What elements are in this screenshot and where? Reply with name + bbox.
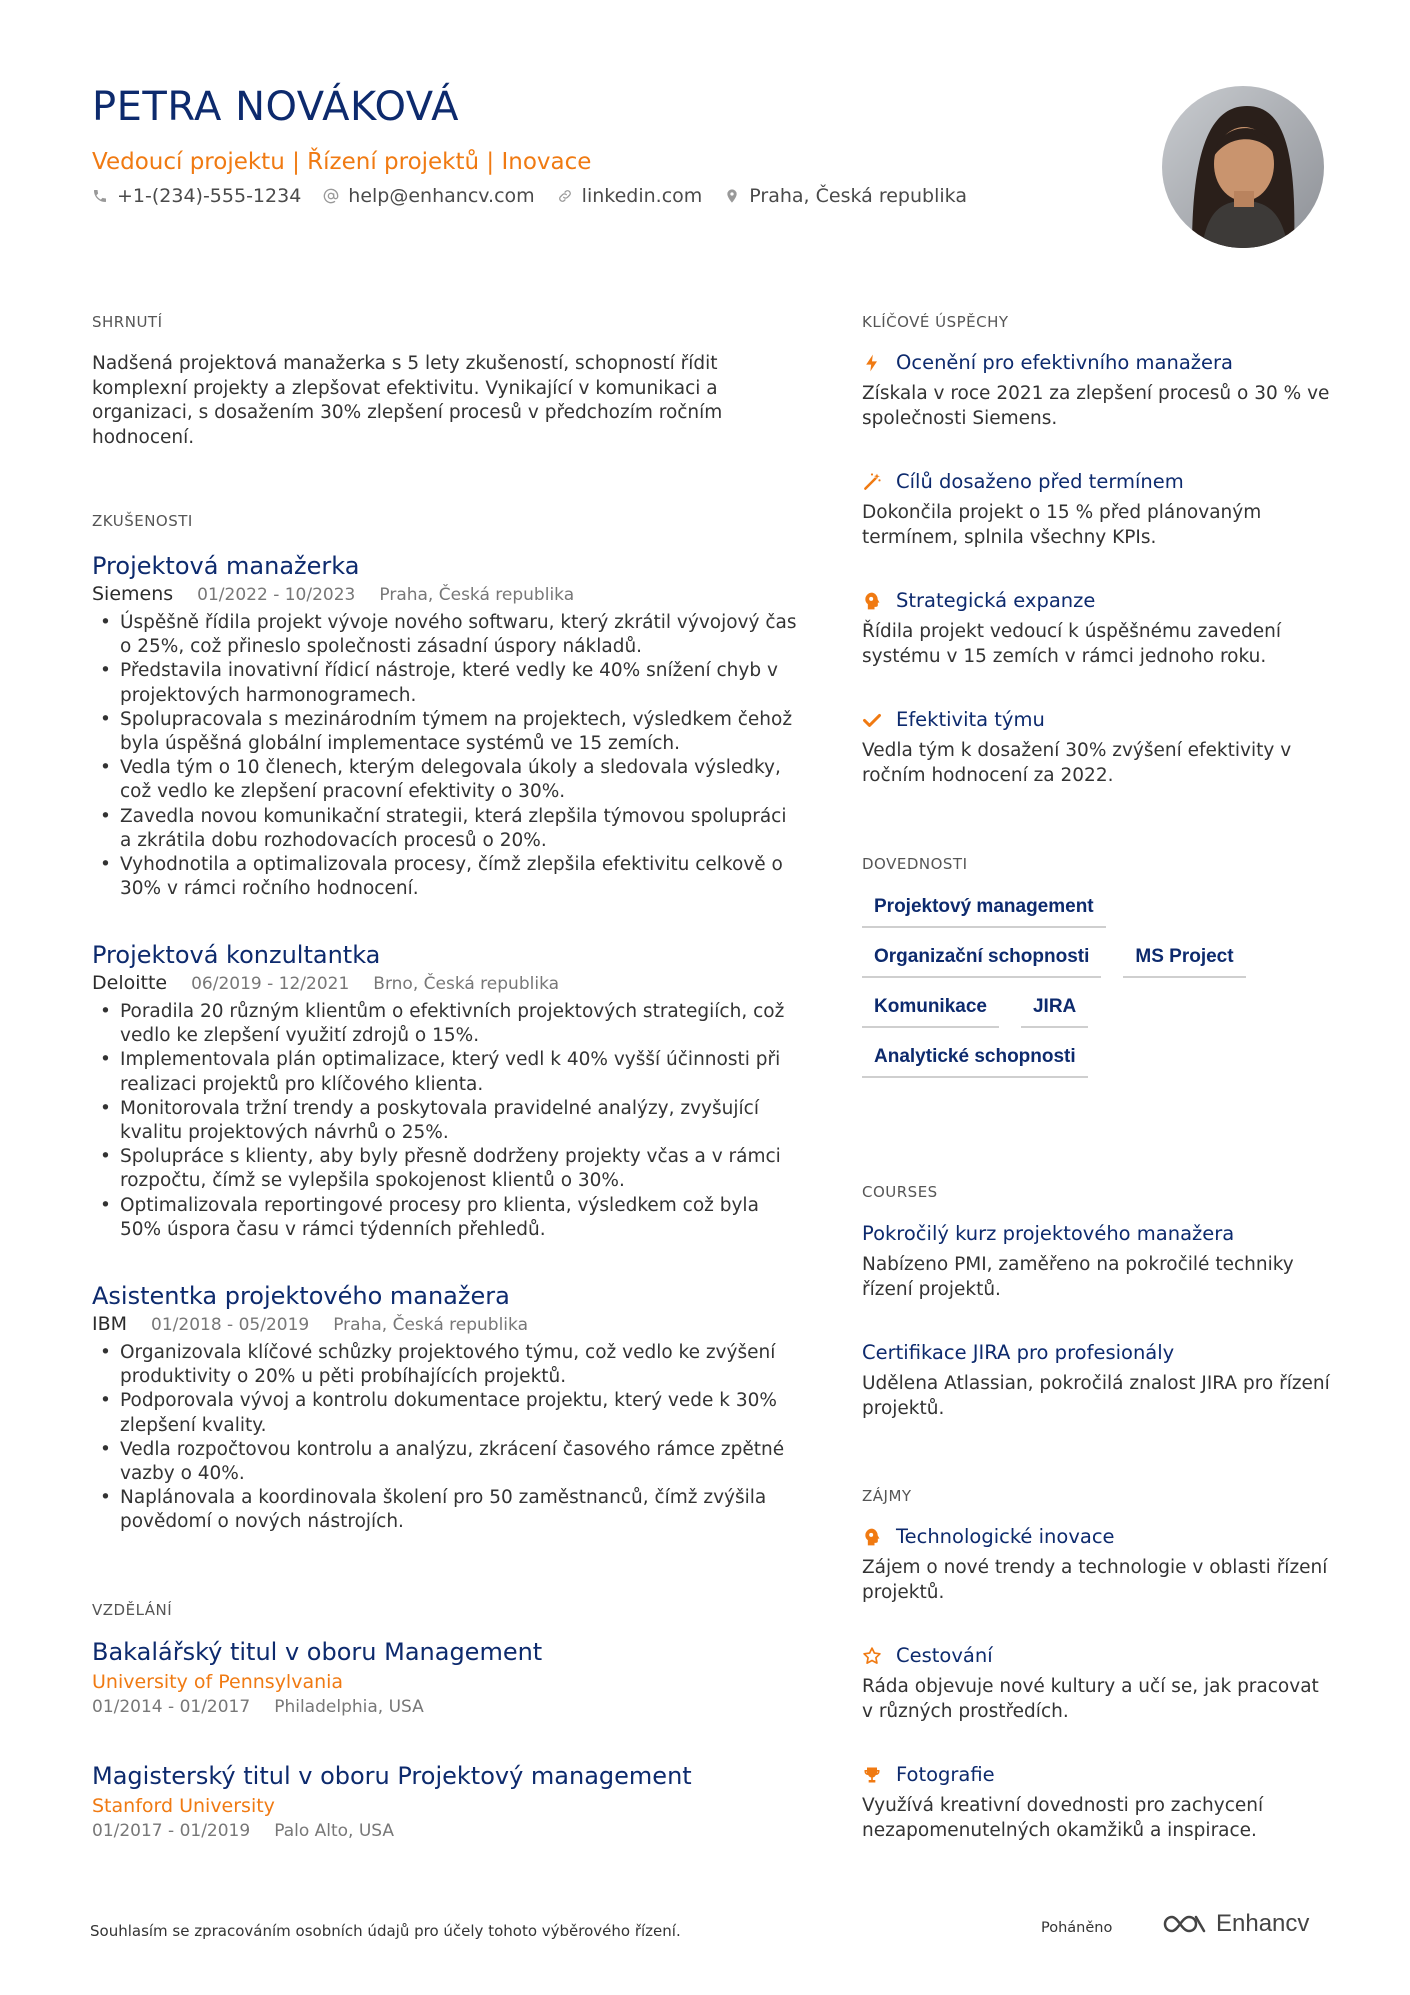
achievement-desc: Dokončila projekt o 15 % před plánovaným termínem, splnila všechny KPIs. [862, 502, 1262, 548]
email-text[interactable]: help@enhancv.com [348, 185, 535, 207]
job-title: Asistentka projektového manažera [92, 1282, 510, 1310]
brand-name: Enhancv [1216, 1910, 1310, 1937]
achievement-title: Efektivita týmu [896, 708, 1045, 731]
achievement-desc: Získala v roce 2021 za zlepšení procesů o 30 % ve společnosti Siemens. [862, 383, 1330, 429]
skill-tag: Organizační schopnosti [862, 946, 1101, 978]
course-title: Pokročilý kurz projektového manažera [862, 1222, 1235, 1245]
star-icon [862, 1646, 882, 1666]
interest-desc: Ráda objevuje nové kultury a učí se, jak pracovat v různých prostředích. [862, 1676, 1319, 1722]
achievement-title: Ocenění pro efektivního manažera [896, 351, 1233, 374]
bullet-item: • Organizovala klíčové schůzky projektového týmu, což vedlo ke zvýšení produktivity o 20% u pěti probíhajících projektů. [92, 1341, 797, 1389]
bolt-icon [862, 353, 882, 373]
company-name: Siemens [92, 583, 174, 605]
edu-location: Palo Alto, USA [274, 1821, 395, 1841]
bullet-item: • Naplánovala a koordinovala školení pro 50 zaměstnanců, čímž zvýšila povědomí o nových nástrojích. [92, 1486, 797, 1534]
job-location: Brno, Česká republika [373, 974, 560, 994]
course-title: Certifikace JIRA pro profesionály [862, 1341, 1175, 1364]
achievement-item [862, 708, 1332, 788]
job-dates: 06/2019 - 12/2021 [191, 974, 350, 994]
job-location: Praha, Česká republika [333, 1315, 528, 1335]
contact-email[interactable] [323, 185, 534, 207]
achievement-title: Strategická expanze [896, 589, 1096, 612]
brand-logo[interactable] [1162, 1910, 1309, 1938]
job-bullets [92, 611, 797, 901]
bullet-item: • Vedla rozpočtovou kontrolu a analýzu, zkrácení časového rámce zpětné vazby o 40%. [92, 1438, 797, 1486]
achievement-desc: Řídila projekt vedoucí k úspěšnému zavedení systému v 15 zemích v rámci jednoho roku. [862, 621, 1281, 667]
course-item [862, 1341, 1332, 1421]
courses-section-title: COURSES [862, 1183, 938, 1201]
job-entry [92, 551, 797, 901]
job-bullets [92, 1341, 792, 1535]
contact-bar [92, 185, 967, 207]
location-pin-icon [724, 188, 740, 204]
edu-dates: 01/2014 - 01/2017 [92, 1697, 251, 1717]
bullet-item: • Spolupracovala s mezinárodním týmem na projektech, výsledkem čehož byla úspěšná globální implementace systémů ve 15 zemích. [92, 708, 797, 756]
interest-item [862, 1525, 1332, 1605]
job-bullets [92, 1000, 792, 1242]
achievement-desc: Vedla tým k dosažení 30% zvýšení efektivity v ročním hodnocení za 2022. [862, 740, 1292, 786]
bullet-item: • Optimalizovala reportingové procesy pro klienta, výsledkem což byla 50% úspora času v rámci týdenních přehledů. [92, 1194, 797, 1242]
linkedin-text[interactable]: linkedin.com [581, 185, 703, 207]
job-dates: 01/2018 - 05/2019 [151, 1315, 310, 1335]
phone-text: +1-(234)-555-1234 [117, 185, 302, 207]
interest-item [862, 1763, 1332, 1843]
job-location: Praha, Česká republika [379, 585, 575, 605]
interest-desc: Využívá kreativní dovednosti pro zachycení nezapomenutelných okamžiků a inspirace. [862, 1795, 1264, 1841]
bullet-item: • Podporovala vývoj a kontrolu dokumentace projektu, který vede k 30% zlepšení kvality. [92, 1389, 797, 1437]
location-text: Praha, Česká republika [749, 185, 967, 207]
candidate-name: PETRA NOVÁKOVÁ [92, 84, 459, 130]
skill-tag: Analytické schopnosti [862, 1046, 1088, 1078]
bullet-item: • Monitorovala tržní trendy a poskytovala pravidelné analýzy, zvyšující kvalitu projektových návrhů o 25%. [92, 1097, 797, 1145]
head-idea-icon [862, 591, 882, 611]
bullet-item: • Úspěšně řídila projekt vývoje nového softwaru, který zkrátil vývojový čas o 25%, což přineslo společnosti zásadní úspory nákladů. [92, 611, 797, 659]
skill-tag: MS Project [1123, 946, 1245, 978]
contact-phone [92, 185, 301, 207]
enhancv-logo-icon [1162, 1912, 1208, 1936]
edu-location: Philadelphia, USA [274, 1697, 424, 1717]
summary-text: Nadšená projektová manažerka s 5 lety zkušeností, schopností řídit komplexní projekty a zlepšovat efektivitu. Vynikající v komunikaci a organizaci, s dosažením 30% zlepšení procesů v předchozím ročním hodnocení. [92, 353, 723, 448]
achievement-item [862, 470, 1332, 550]
interest-item [862, 1644, 1332, 1724]
contact-location [724, 185, 967, 207]
school-name: Stanford University [92, 1795, 275, 1817]
company-name: Deloitte [92, 972, 168, 994]
education-section-title: VZDĚLÁNÍ [92, 1601, 173, 1619]
degree-title: Bakalářský titul v oboru Management [92, 1638, 543, 1666]
school-name: University of Pennsylvania [92, 1671, 344, 1693]
bullet-item: • Představila inovativní řídicí nástroje, které vedly ke 40% snížení chyb v projektových harmonogramech. [92, 659, 797, 707]
bullet-item: • Vedla tým o 10 členech, kterým delegovala úkoly a sledovala výsledky, což vedlo ke zlepšení pracovní efektivity o 30%. [92, 756, 797, 804]
job-title: Projektová manažerka [92, 552, 360, 580]
achievement-item [862, 589, 1332, 669]
interest-desc: Zájem o nové trendy a technologie v oblasti řízení projektů. [862, 1557, 1328, 1603]
edu-dates: 01/2017 - 01/2019 [92, 1821, 251, 1841]
profile-photo [1162, 86, 1324, 248]
bullet-item: • Implementovala plán optimalizace, který vedl k 40% vyšší účinnosti při realizaci projektů pro klíčového klienta. [92, 1048, 797, 1096]
bullet-item: • Vyhodnotila a optimalizovala procesy, čímž zlepšila efektivitu celkově o 30% v rámci ročního hodnocení. [92, 853, 797, 901]
phone-icon [92, 188, 108, 204]
contact-linkedin[interactable] [557, 185, 703, 207]
powered-by-label: Poháněno [1041, 1920, 1113, 1936]
job-title: Projektová konzultantka [92, 941, 381, 969]
skill-tag: JIRA [1021, 996, 1088, 1028]
checkmark-icon [862, 710, 882, 730]
bullet-item: • Zavedla novou komunikační strategii, která zlepšila týmovou spolupráci a zkrátila dobu rozhodovacích procesů o 20%. [92, 805, 797, 853]
achievements-section-title: KLÍČOVÉ ÚSPĚCHY [862, 313, 1009, 331]
at-icon [323, 188, 339, 204]
degree-title: Magisterský titul v oboru Projektový management [92, 1762, 692, 1790]
interest-title: Fotografie [896, 1763, 995, 1786]
job-dates: 01/2022 - 10/2023 [197, 585, 356, 605]
skills-section-title: DOVEDNOSTI [862, 855, 968, 873]
skill-tag: Komunikace [862, 996, 999, 1028]
education-entry [92, 1761, 792, 1841]
headline: Vedoucí projektu | Řízení projektů | Inovace [92, 149, 592, 175]
link-icon [557, 188, 573, 204]
magic-wand-icon [862, 472, 882, 492]
education-entry [92, 1637, 792, 1717]
bullet-item: • Spolupráce s klienty, aby byly přesně dodrženy projekty včas a v rámci rozpočtu, čímž se vylepšila spokojenost klientů o 30%. [92, 1145, 797, 1193]
interests-section-title: ZÁJMY [862, 1487, 912, 1505]
company-name: IBM [92, 1313, 128, 1335]
trophy-icon [862, 1765, 882, 1785]
job-entry [92, 940, 792, 1242]
job-entry [92, 1281, 792, 1535]
summary-section-title: SHRNUTÍ [92, 313, 163, 331]
achievement-item [862, 351, 1332, 431]
experience-section-title: ZKUŠENOSTI [92, 512, 193, 530]
skills-list [862, 896, 1332, 1096]
interest-title: Technologické inovace [896, 1525, 1115, 1548]
course-desc: Nabízeno PMI, zaměřeno na pokročilé techniky řízení projektů. [862, 1254, 1294, 1300]
skill-tag: Projektový management [862, 896, 1106, 928]
consent-note: Souhlasím se zpracováním osobních údajů pro účely tohoto výběrového řízení. [90, 1922, 681, 1940]
achievement-title: Cílů dosaženo před termínem [896, 470, 1184, 493]
head-idea-icon [862, 1527, 882, 1547]
interest-title: Cestování [896, 1644, 993, 1667]
course-desc: Udělena Atlassian, pokročilá znalost JIRA pro řízení projektů. [862, 1373, 1330, 1419]
course-item [862, 1222, 1332, 1302]
bullet-item: • Poradila 20 různým klientům o efektivních projektových strategiích, což vedlo ke zlepšení využití zdrojů o 15%. [92, 1000, 797, 1048]
